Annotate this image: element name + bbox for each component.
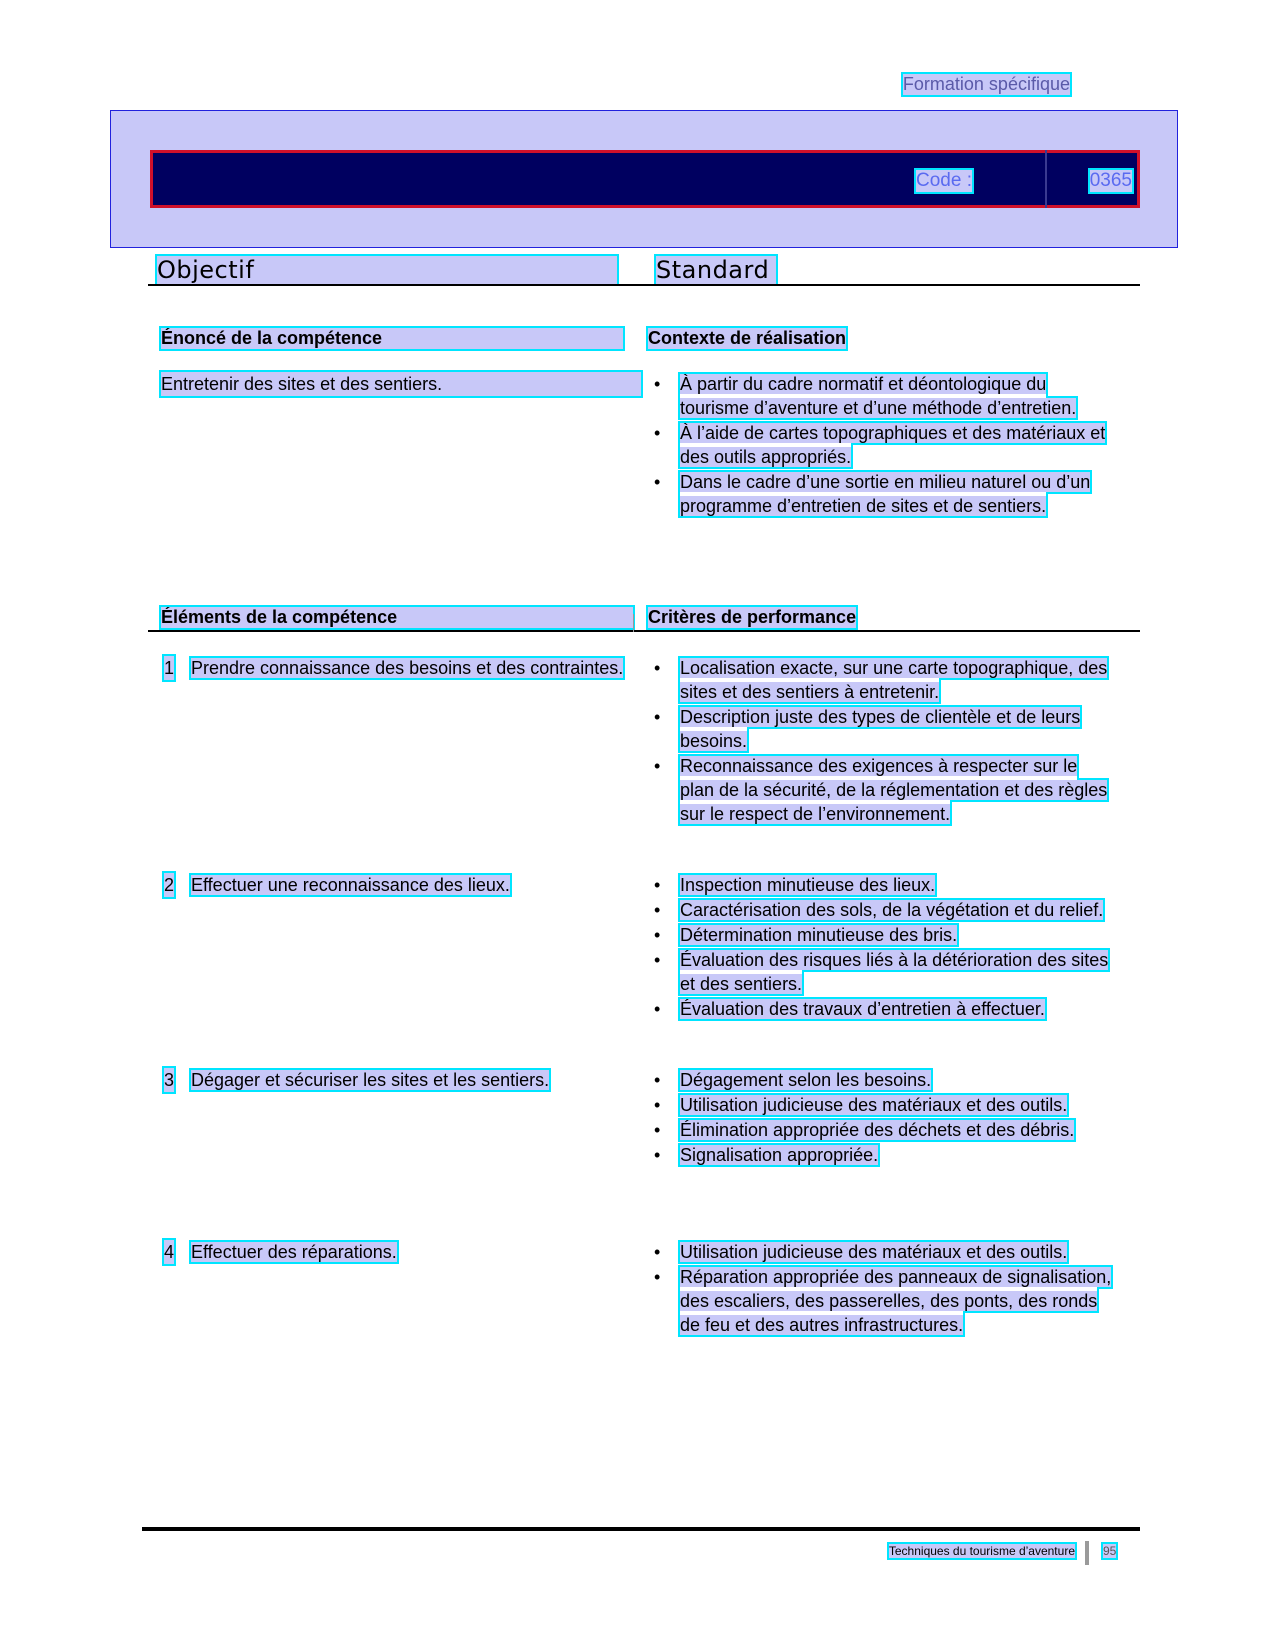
list-item: • Reconnaissance des exigences à respecter sur le plan de la sécurité, de la réglementation et des règles sur le respect de l’environnement. — [654, 754, 1116, 826]
column-tick — [633, 614, 634, 632]
element-2 — [164, 873, 644, 897]
list-item: • À l’aide de cartes topographiques et des matériaux et des outils appropriés. — [654, 421, 1116, 469]
footer-rule — [142, 1527, 1140, 1531]
footer-program-name: Techniques du tourisme d’aventure — [888, 1544, 1075, 1558]
criteres-list-3 — [654, 1068, 1116, 1168]
footer-separator — [1085, 1541, 1089, 1565]
list-item: • Dégagement selon les besoins. — [654, 1068, 1116, 1092]
list-item: • Évaluation des risques liés à la détérioration des sites et des sentiers. — [654, 948, 1116, 996]
element-number: 3 — [164, 1070, 175, 1090]
list-item: • Signalisation appropriée. — [654, 1143, 1116, 1167]
banner-bar — [150, 150, 1140, 208]
criteres-list-1 — [654, 656, 1116, 827]
list-item: • Description juste des types de clientèle et de leurs besoins. — [654, 705, 1116, 753]
element-number: 4 — [164, 1242, 175, 1262]
element-number: 2 — [164, 875, 175, 895]
element-text: Effectuer une reconnaissance des lieux. — [191, 875, 510, 895]
element-number: 1 — [164, 658, 175, 678]
enonce-heading: Énoncé de la compétence — [161, 328, 623, 349]
code-value: 0365 — [1089, 170, 1132, 191]
objectif-title: Objectif — [157, 256, 617, 284]
contexte-list — [654, 372, 1116, 519]
list-item: • Caractérisation des sols, de la végétation et du relief. — [654, 898, 1116, 922]
list-item: • Réparation appropriée des panneaux de signalisation, des escaliers, des passerelles, des ponts, des ronds de feu et des autres infrastructures. — [654, 1265, 1116, 1337]
list-item: • Localisation exacte, sur une carte topographique, des sites et des sentiers à entretenir. — [654, 656, 1116, 704]
element-4 — [164, 1240, 644, 1264]
list-item: • Dans le cadre d’une sortie en milieu naturel ou d’un programme d’entretien de sites et de sentiers. — [654, 470, 1116, 518]
element-text: Effectuer des réparations. — [191, 1242, 397, 1262]
list-item: • Évaluation des travaux d’entretien à effectuer. — [654, 997, 1116, 1021]
page-number: 95 — [1103, 1544, 1117, 1558]
criteres-list-2 — [654, 873, 1116, 1022]
elements-heading: Éléments de la compétence — [161, 607, 633, 628]
criteres-list-4 — [654, 1240, 1116, 1338]
code-label: Code : — [916, 170, 972, 191]
list-item: • Inspection minutieuse des lieux. — [654, 873, 1116, 897]
program-label: Formation spécifique — [902, 74, 1070, 94]
code-separator — [1045, 150, 1047, 208]
criteres-heading: Critères de performance — [648, 607, 857, 627]
element-1 — [164, 656, 644, 680]
list-item: • Élimination appropriée des déchets et des débris. — [654, 1118, 1116, 1142]
list-item: • Utilisation judicieuse des matériaux et des outils. — [654, 1093, 1116, 1117]
title-divider — [148, 284, 1140, 286]
element-3 — [164, 1068, 644, 1092]
list-item: • Détermination minutieuse des bris. — [654, 923, 1116, 947]
list-item: • À partir du cadre normatif et déontologique du tourisme d’aventure et d’une méthode d’entretien. — [654, 372, 1116, 420]
element-text: Dégager et sécuriser les sites et les sentiers. — [191, 1070, 550, 1090]
element-text: Prendre connaissance des besoins et des contraintes. — [191, 658, 624, 678]
standard-title: Standard — [656, 256, 776, 284]
contexte-heading: Contexte de réalisation — [648, 328, 847, 348]
elements-divider — [148, 630, 1140, 632]
list-item: • Utilisation judicieuse des matériaux et des outils. — [654, 1240, 1116, 1264]
enonce-text: Entretenir des sites et des sentiers. — [161, 372, 641, 396]
